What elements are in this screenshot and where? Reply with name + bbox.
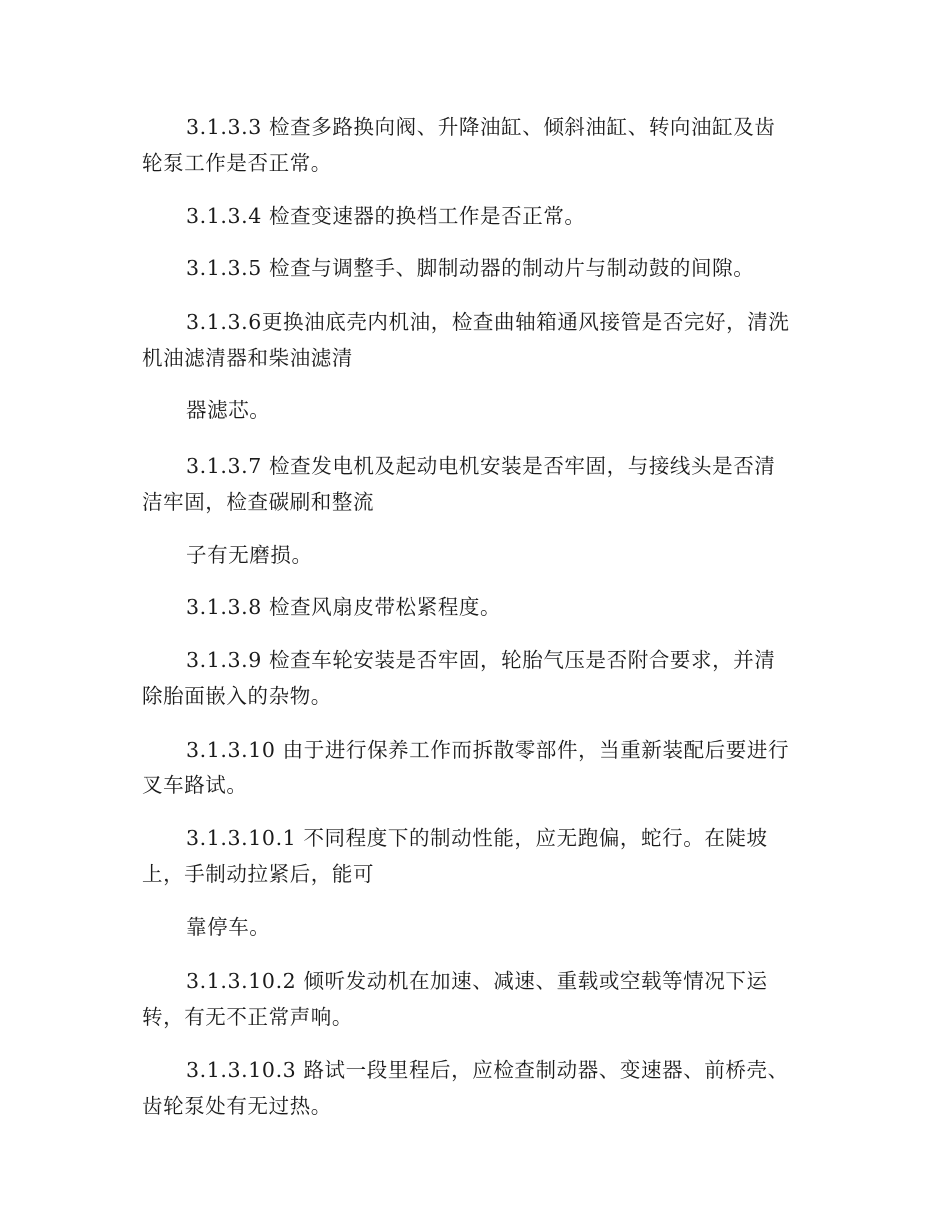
text-line: 3.1.3.5 检查与调整手、脚制动器的制动片与制动鼓的间隙。 xyxy=(186,256,755,280)
text-line: 叉车路试。 xyxy=(142,773,248,797)
text-line: 除胎面嵌入的杂物。 xyxy=(142,684,332,708)
text-line: 3.1.3.10.1 不同程度下的制动性能，应无跑偏，蛇行。在陡坡 xyxy=(186,826,768,850)
text-line: 子有无磨损。 xyxy=(186,543,313,567)
text-line: 器滤芯。 xyxy=(186,398,271,422)
text-line: 齿轮泵处有无过热。 xyxy=(142,1094,332,1118)
text-line: 3.1.3.8 检查风扇皮带松紧程度。 xyxy=(186,595,502,619)
text-line: 3.1.3.9 检查车轮安装是否牢固，轮胎气压是否附合要求，并清 xyxy=(186,648,776,672)
text-line: 转，有无不正常声响。 xyxy=(142,1005,353,1029)
text-line: 3.1.3.10 由于进行保养工作而拆散零部件，当重新装配后要进行 xyxy=(186,738,790,762)
text-line: 3.1.3.3 检查多路换向阀、升降油缸、倾斜油缸、转向油缸及齿 xyxy=(186,115,776,139)
text-line: 洁牢固，检查碳刷和整流 xyxy=(142,490,375,514)
text-line: 机油滤清器和柴油滤清 xyxy=(142,346,353,370)
text-line: 靠停车。 xyxy=(186,915,271,939)
text-line: 3.1.3.6更换油底壳内机油，检查曲轴箱通风接管是否完好，清洗 xyxy=(186,310,790,334)
text-line: 上，手制动拉紧后，能可 xyxy=(142,862,375,886)
text-line: 3.1.3.10.2 倾听发动机在加速、减速、重载或空载等情况下运 xyxy=(186,969,768,993)
text-line: 轮泵工作是否正常。 xyxy=(142,151,332,175)
text-line: 3.1.3.4 检查变速器的换档工作是否正常。 xyxy=(186,204,586,228)
text-line: 3.1.3.7 检查发电机及起动电机安装是否牢固，与接线头是否清 xyxy=(186,454,776,478)
text-line: 3.1.3.10.3 路试一段里程后，应检查制动器、变速器、前桥壳、 xyxy=(186,1058,789,1082)
